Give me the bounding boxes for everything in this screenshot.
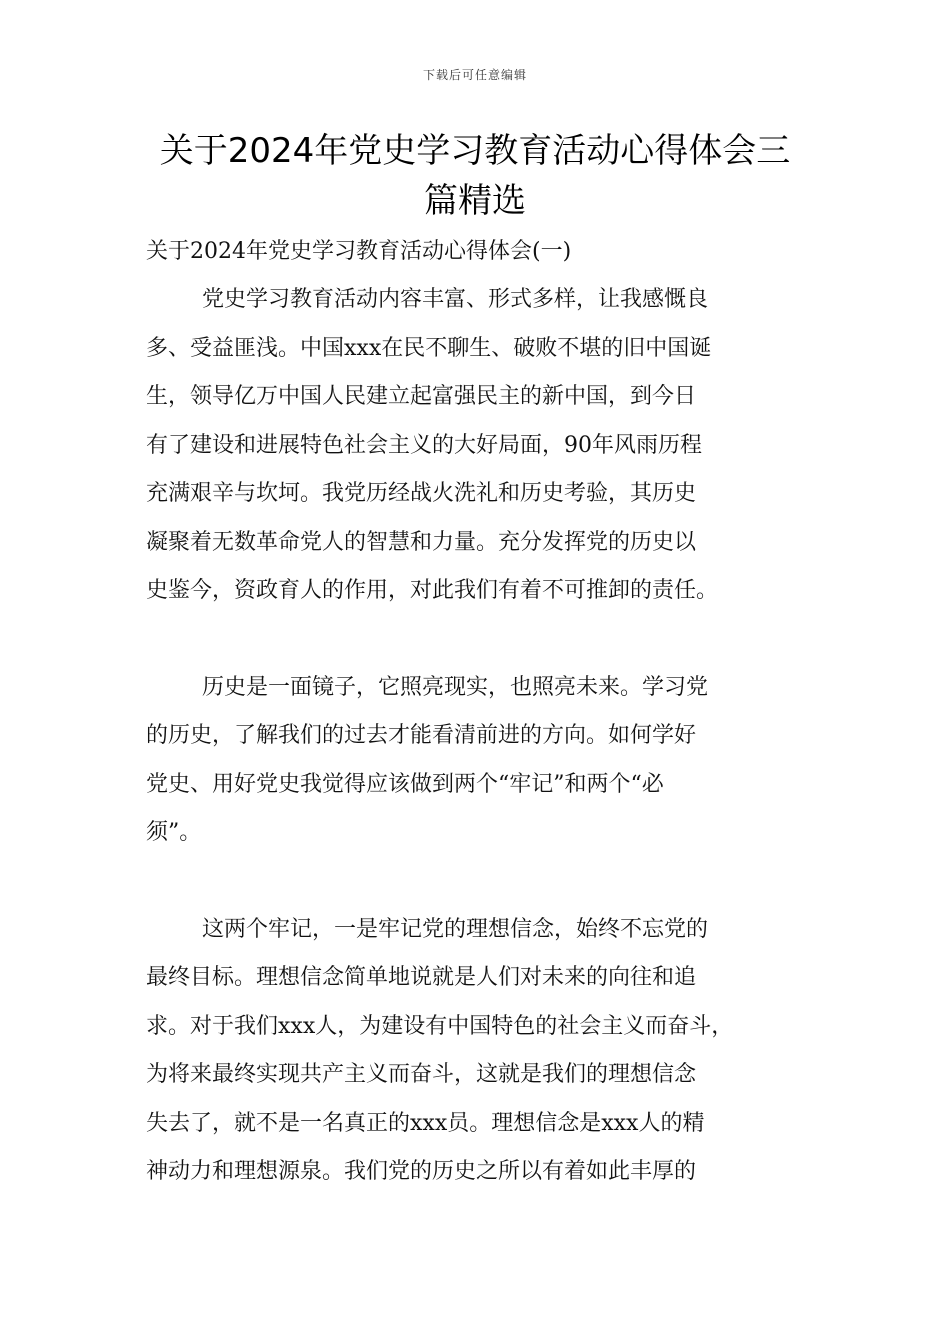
paragraph-line: 党史学习教育活动内容丰富、形式多样，让我感慨良 <box>202 287 709 312</box>
paragraph-line: 神动力和理想源泉。我们党的历史之所以有着如此丰厚的 <box>146 1159 697 1184</box>
paragraph-line: 为将来最终实现共产主义而奋斗，这就是我们的理想信念 <box>146 1062 697 1087</box>
paragraph-line: 充满艰辛与坎坷。我党历经战火洗礼和历史考验，其历史 <box>146 481 697 506</box>
paragraph-line: 凝聚着无数革命党人的智慧和力量。充分发挥党的历史以 <box>146 529 697 555</box>
paragraph-line: 生，领导亿万中国人民建立起富强民主的新中国，到今日 <box>146 384 697 409</box>
paragraph-line: 有了建设和进展特色社会主义的大好局面，90年风雨历程 <box>146 432 702 458</box>
document-title-line-2: 篇精选 <box>424 181 526 221</box>
header-note: 下载后可任意编辑 <box>422 68 527 82</box>
document-title <box>140 126 810 226</box>
paragraph-line: 党史、用好党史我觉得应该做到两个“牢记”和两个“必 <box>146 771 664 797</box>
paragraph-2 <box>146 664 816 858</box>
paragraph-gap <box>146 858 816 906</box>
paragraph-line: 多、受益匪浅。中国xxx在民不聊生、破败不堪的旧中国诞 <box>146 335 712 361</box>
paragraph-1 <box>146 276 816 616</box>
paragraph-line: 历史是一面镜子，它照亮现实，也照亮未来。学习党 <box>202 674 709 700</box>
document-body <box>146 228 816 1197</box>
paragraph-line: 失去了，就不是一名真正的xxx员。理想信念是xxx人的精 <box>146 1110 705 1136</box>
section-subtitle: 关于2024年党史学习教育活动心得体会(一) <box>146 239 572 264</box>
paragraph-3 <box>146 906 816 1197</box>
paragraph-gap <box>146 616 816 664</box>
document-title-line-1: 关于2024年党史学习教育活动心得体会三 <box>159 131 791 171</box>
paragraph-line: 求。对于我们xxx人，为建设有中国特色的社会主义而奋斗， <box>146 1013 734 1039</box>
paragraph-line: 须”。 <box>146 820 202 845</box>
paragraph-line: 最终目标。理想信念简单地说就是人们对未来的向往和追 <box>146 965 697 990</box>
paragraph-line: 这两个牢记，一是牢记党的理想信念，始终不忘党的 <box>202 916 709 942</box>
paragraph-line: 史鉴今，资政育人的作用，对此我们有着不可推卸的责任。 <box>146 578 719 603</box>
paragraph-line: 的历史，了解我们的过去才能看清前进的方向。如何学好 <box>146 723 697 748</box>
